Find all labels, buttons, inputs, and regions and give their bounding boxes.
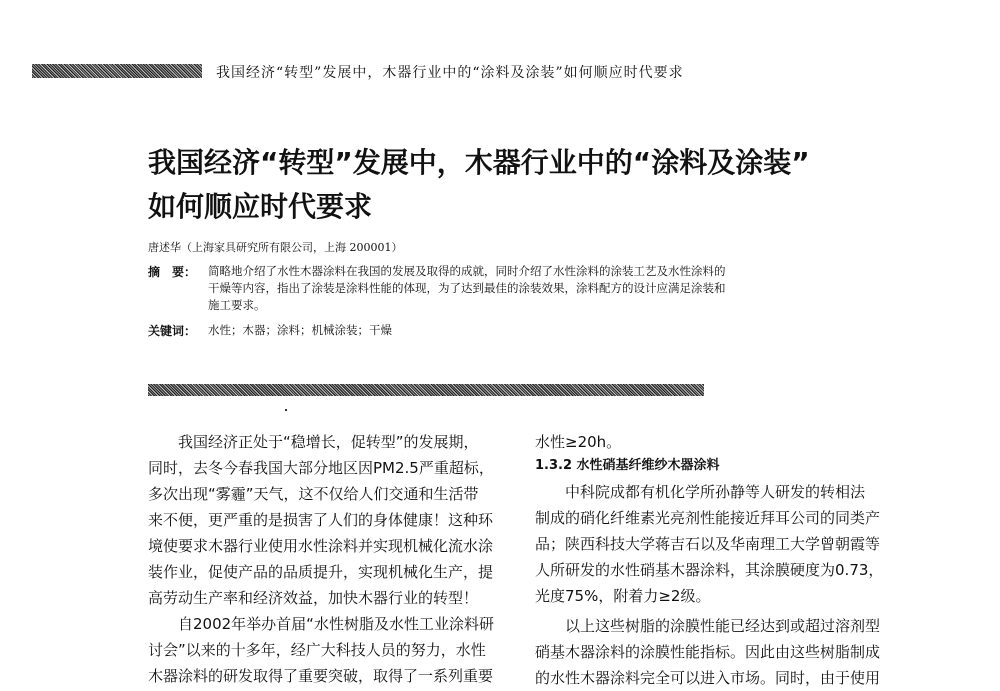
body-line: 境使要求木器行业使用水性涂料并实现机械化流水涂	[148, 537, 494, 555]
body-line: 装作业，促使产品的品质提升，实现机械化生产，提	[148, 563, 494, 581]
header-scan-band	[32, 64, 202, 78]
scan-speck	[285, 409, 287, 411]
body-line: 同时，去冬今春我国大部分地区因PM2.5严重超标，	[148, 459, 494, 477]
abstract-line: 干燥等内容，指出了涂装是涂料性能的体现，为了达到最佳的涂装效果，涂料配方的设计应满足涂装和	[208, 281, 726, 295]
body-line: 讨会”以来的十多年，经广大科技人员的努力，水性	[148, 641, 486, 659]
section-heading: 1.3.2 水性硝基纤维纱木器涂料	[535, 458, 720, 473]
author-affiliation: 唐述华（上海家具研究所有限公司，上海 200001）	[148, 241, 403, 254]
body-line: 我国经济正处于“稳增长，促转型”的发展期，	[148, 433, 479, 451]
body-line: 来不便，更严重的是损害了人们的身体健康！这种环	[148, 511, 494, 529]
left-column	[148, 429, 510, 689]
keywords-text: 水性；木器；涂料；机械涂装；干燥	[208, 323, 392, 337]
keywords-label: 关键词：	[148, 324, 197, 338]
abstract-label: 摘 要：	[148, 265, 197, 279]
body-line: 以上这些树脂的涂膜性能已经达到或超过溶剂型	[535, 617, 881, 635]
abstract-line: 简略地介绍了水性木器涂料在我国的发展及取得的成就，同时介绍了水性涂料的涂装工艺及水性涂料的	[208, 264, 726, 278]
running-header: 我国经济“转型”发展中，木器行业中的“涂料及涂装”如何顺应时代要求	[216, 65, 684, 81]
body-line: 的水性木器涂料完全可以进入市场。同时，由于使用	[535, 669, 881, 687]
abstract-line: 施工要求。	[208, 298, 266, 312]
body-line: 水性≥20h。	[535, 433, 622, 451]
body-line: 品；陕西科技大学蒋吉石以及华南理工大学曾朝霞等	[535, 535, 881, 553]
body-line: 光度75%，附着力≥2级。	[535, 587, 711, 605]
body-line: 中科院成都有机化学所孙静等人研发的转相法	[535, 483, 866, 501]
article-title-line-2: 如何顺应时代要求	[148, 190, 373, 223]
body-line: 高劳动生产率和经济效益，加快木器行业的转型！	[148, 589, 479, 607]
section-scan-band	[148, 384, 704, 396]
body-line: 木器涂料的研发取得了重要突破，取得了一系列重要	[148, 667, 494, 685]
body-line: 人所研发的水性硝基木器涂料，其涂膜硬度为0.73，	[535, 561, 884, 579]
body-line: 多次出现“雾霾”天气，这不仅给人们交通和生活带	[148, 485, 479, 503]
body-line: 制成的硝化纤维素光亮剂性能接近拜耳公司的同类产	[535, 509, 881, 527]
body-line: 硝基木器涂料的涂膜性能指标。因此由这些树脂制成	[535, 643, 881, 661]
article-title-line-1: 我国经济“转型”发展中，木器行业中的“涂料及涂装”	[148, 146, 810, 179]
body-line: 自2002年举办首届“水性树脂及水性工业涂料研	[148, 615, 494, 633]
right-column	[535, 429, 915, 691]
